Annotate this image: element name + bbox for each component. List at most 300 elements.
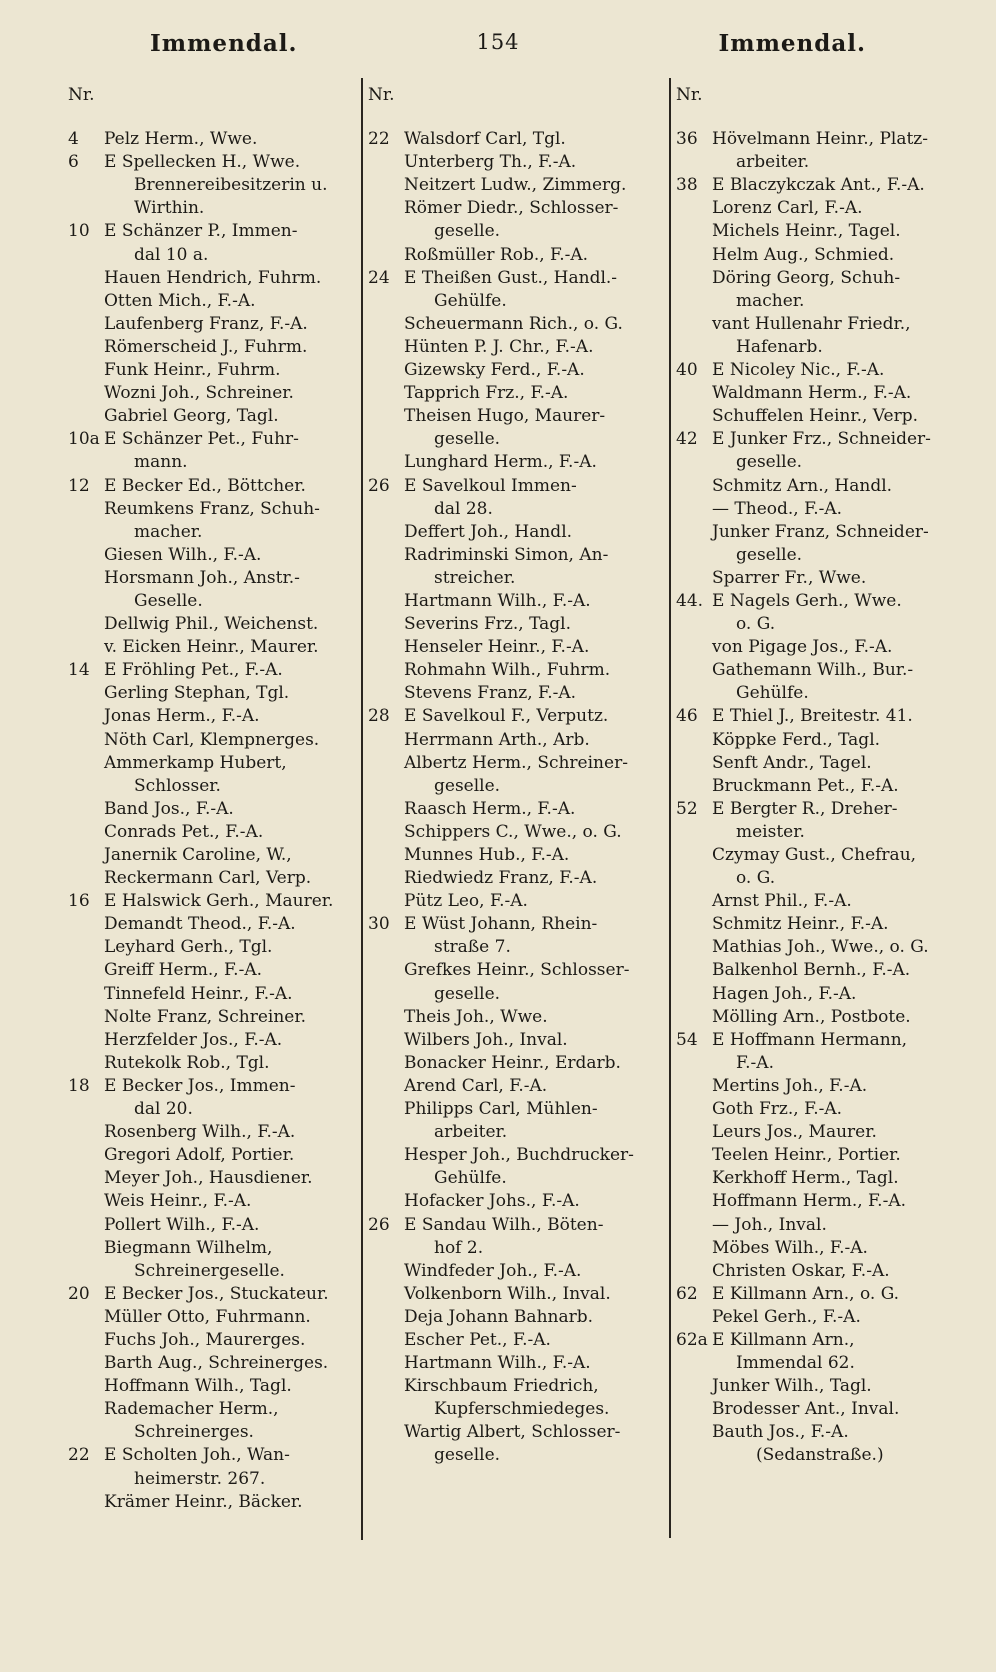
directory-line [68, 1306, 358, 1329]
directory-line [676, 451, 986, 474]
house-number: 22 [68, 1445, 90, 1466]
directory-line [68, 1468, 358, 1491]
directory-line [68, 521, 358, 544]
resident-entry: Radriminski Simon, An- [404, 544, 609, 565]
directory-line [368, 151, 668, 174]
resident-entry: Herzfelder Jos., F.-A. [104, 1029, 283, 1050]
resident-entry: E Fröhling Pet., F.-A. [104, 660, 283, 681]
directory-line [676, 382, 986, 405]
resident-entry: Gabriel Georg, Tagl. [104, 406, 279, 427]
directory-line [676, 1190, 986, 1213]
directory-line [68, 475, 358, 498]
directory-line [68, 1398, 358, 1421]
directory-line [368, 498, 668, 521]
resident-entry: E Theißen Gust., Handl.- [404, 267, 618, 288]
resident-entry: Schlosser. [134, 775, 221, 796]
resident-entry: E Halswick Gerh., Maurer. [104, 891, 334, 912]
directory-line [368, 544, 668, 567]
resident-entry: Deja Johann Bahnarb. [404, 1306, 594, 1327]
directory-line [368, 1029, 668, 1052]
directory-line [68, 1237, 358, 1260]
resident-entry: E Savelkoul Immen- [404, 475, 577, 496]
resident-entry: Gehülfe. [434, 290, 507, 311]
directory-line [368, 1306, 668, 1329]
directory-line [676, 267, 986, 290]
directory-line [68, 775, 358, 798]
resident-entry: Waldmann Herm., F.-A. [712, 383, 912, 404]
resident-entry: Severins Frz., Tagl. [404, 614, 571, 635]
resident-entry: Brodesser Ant., Inval. [712, 1399, 900, 1420]
directory-line [676, 867, 986, 890]
resident-entry: Ammerkamp Hubert, [104, 752, 287, 773]
resident-entry: Krämer Heinr., Bäcker. [104, 1491, 303, 1512]
directory-line [368, 959, 668, 982]
directory-line [68, 1075, 358, 1098]
resident-entry: E Schänzer P., Immen- [104, 221, 298, 242]
resident-entry: Hövelmann Heinr., Platz- [712, 129, 929, 150]
directory-line [368, 775, 668, 798]
resident-entry: geselle. [434, 983, 501, 1004]
resident-entry: macher. [134, 521, 203, 542]
resident-entry: Kerkhoff Herm., Tagl. [712, 1168, 899, 1189]
resident-entry: Kupferschmiedeges. [434, 1399, 610, 1420]
directory-line [676, 798, 986, 821]
resident-entry: Henseler Heinr., F.-A. [404, 637, 590, 658]
resident-entry: Biegmann Wilhelm, [104, 1237, 273, 1258]
resident-entry: Schmitz Heinr., F.-A. [712, 914, 889, 935]
resident-entry: geselle. [736, 452, 803, 473]
resident-entry: Meyer Joh., Hausdiener. [104, 1168, 313, 1189]
directory-line [676, 475, 986, 498]
directory-line [68, 428, 358, 451]
resident-entry: Barth Aug., Schreinerges. [104, 1353, 329, 1374]
resident-entry: Bruckmann Pet., F.-A. [712, 775, 899, 796]
directory-line [676, 890, 986, 913]
resident-entry: Tinnefeld Heinr., F.-A. [104, 983, 293, 1004]
directory-line [368, 913, 668, 936]
directory-line [368, 475, 668, 498]
resident-entry: E Becker Ed., Böttcher. [104, 475, 306, 496]
resident-entry: macher. [736, 290, 805, 311]
resident-entry: E Blaczykczak Ant., F.-A. [712, 175, 925, 196]
directory-line [68, 1144, 358, 1167]
directory-line [676, 1444, 986, 1467]
resident-entry: Wilbers Joh., Inval. [404, 1029, 568, 1050]
resident-entry: Raasch Herm., F.-A. [404, 798, 576, 819]
resident-entry: Horsmann Joh., Anstr.- [104, 567, 300, 588]
resident-entry: Conrads Pet., F.-A. [104, 821, 264, 842]
directory-line [676, 567, 986, 590]
resident-entry: Czymay Gust., Chefrau, [712, 845, 917, 865]
resident-entry: Römer Diedr., Schlosser- [404, 198, 619, 219]
directory-line [676, 1098, 986, 1121]
directory-line [676, 1283, 986, 1306]
directory-line [368, 567, 668, 590]
directory-line [676, 936, 986, 959]
directory-line [68, 197, 358, 220]
resident-entry: arbeiter. [736, 152, 810, 173]
resident-entry: Theisen Hugo, Maurer- [404, 406, 606, 427]
resident-entry: Roßmüller Rob., F.-A. [404, 244, 589, 265]
column-divider [669, 78, 671, 1538]
house-number: 20 [68, 1283, 90, 1304]
resident-entry: Greiff Herm., F.-A. [104, 960, 263, 981]
resident-entry: F.-A. [736, 1052, 774, 1073]
directory-line [676, 1237, 986, 1260]
resident-entry: Arnst Phil., F.-A. [712, 891, 852, 912]
resident-entry: E Thiel J., Breitestr. 41. [712, 706, 913, 727]
resident-entry: Reumkens Franz, Schuh- [104, 498, 320, 519]
resident-entry: Munnes Hub., F.-A. [404, 845, 570, 865]
house-number: 10 [68, 221, 90, 242]
resident-entry: Immendal 62. [736, 1353, 855, 1374]
resident-entry: Schreinergeselle. [134, 1260, 285, 1281]
house-number: 62a [676, 1329, 708, 1350]
directory-line [68, 382, 358, 405]
house-number: 26 [368, 475, 390, 496]
resident-entry: straße 7. [434, 937, 511, 958]
directory-line [676, 128, 986, 151]
directory-line [676, 1167, 986, 1190]
resident-entry: Gizewsky Ferd., F.-A. [404, 360, 585, 381]
directory-line [368, 867, 668, 890]
house-number: 28 [368, 706, 390, 727]
nr-heading: Nr. [68, 85, 95, 105]
nr-heading: Nr. [368, 85, 395, 105]
directory-line [368, 290, 668, 313]
directory-line [368, 244, 668, 267]
house-number: 4 [68, 129, 79, 150]
page-number: 154 [476, 30, 520, 54]
resident-entry: Reckermann Carl, Verp. [104, 868, 312, 889]
directory-line [368, 1190, 668, 1213]
resident-entry: von Pigage Jos., F.-A. [712, 637, 893, 658]
directory-line [68, 1283, 358, 1306]
resident-entry: Michels Heinr., Tagel. [712, 221, 901, 242]
directory-line [368, 636, 668, 659]
directory-line [368, 1283, 668, 1306]
directory-line [368, 983, 668, 1006]
directory-line [368, 798, 668, 821]
resident-entry: Hartmann Wilh., F.-A. [404, 590, 591, 611]
directory-line [676, 636, 986, 659]
resident-entry: Windfeder Joh., F.-A. [404, 1260, 582, 1281]
directory-line [68, 913, 358, 936]
resident-entry: E Becker Jos., Immen- [104, 1075, 296, 1096]
resident-entry: Neitzert Ludw., Zimmerg. [404, 175, 627, 196]
resident-entry: geselle. [434, 775, 501, 796]
resident-entry: Hofacker Johs., F.-A. [404, 1191, 580, 1212]
resident-entry: mann. [134, 452, 188, 473]
directory-line [368, 267, 668, 290]
resident-entry: Stevens Franz, F.-A. [404, 683, 577, 704]
directory-line [68, 220, 358, 243]
resident-entry: Hafenarb. [736, 336, 823, 357]
house-number: 14 [68, 660, 90, 681]
directory-line [676, 913, 986, 936]
resident-entry: Mathias Joh., Wwe., o. G. [712, 937, 929, 958]
resident-entry: geselle. [434, 221, 501, 242]
directory-line [676, 1306, 986, 1329]
directory-line [368, 382, 668, 405]
directory-line [68, 1190, 358, 1213]
house-number: 10a [68, 429, 100, 450]
resident-entry: Hesper Joh., Buchdrucker- [404, 1145, 634, 1166]
column-1 [68, 84, 358, 1514]
directory-line [368, 659, 668, 682]
resident-entry: E Killmann Arn., [712, 1329, 855, 1350]
directory-line [368, 729, 668, 752]
directory-line [368, 336, 668, 359]
directory-line [368, 1398, 668, 1421]
directory-line [68, 1329, 358, 1352]
directory-line [368, 1444, 668, 1467]
directory-line [368, 936, 668, 959]
resident-entry: Janernik Caroline, W., [104, 845, 292, 865]
directory-line [68, 1006, 358, 1029]
directory-line [676, 590, 986, 613]
resident-entry: Tapprich Frz., F.-A. [404, 383, 569, 404]
directory-line [368, 1329, 668, 1352]
resident-entry: Jonas Herm., F.-A. [104, 706, 260, 727]
resident-entry: Bonacker Heinr., Erdarb. [404, 1052, 621, 1073]
directory-line [676, 659, 986, 682]
resident-entry: geselle. [736, 544, 803, 565]
directory-line [68, 1352, 358, 1375]
house-number: 18 [68, 1075, 90, 1096]
resident-entry: E Hoffmann Hermann, [712, 1029, 908, 1050]
resident-entry: Pelz Herm., Wwe. [104, 129, 258, 150]
directory-line [68, 1052, 358, 1075]
resident-entry: Brennereibesitzerin u. [134, 175, 328, 196]
directory-line [368, 128, 668, 151]
resident-entry: Hoffmann Herm., F.-A. [712, 1191, 907, 1212]
directory-line [368, 1214, 668, 1237]
resident-entry: Gehülfe. [434, 1168, 507, 1189]
resident-entry: Wirthin. [134, 198, 205, 219]
resident-entry: Rosenberg Wilh., F.-A. [104, 1122, 296, 1143]
resident-entry: Gregori Adolf, Portier. [104, 1145, 295, 1166]
directory-line [68, 544, 358, 567]
directory-line [676, 151, 986, 174]
resident-entry: Demandt Theod., F.-A. [104, 914, 296, 935]
directory-line [68, 244, 358, 267]
directory-line [676, 844, 986, 867]
resident-entry: E Savelkoul F., Verputz. [404, 706, 609, 727]
directory-line [368, 1121, 668, 1144]
resident-entry: Otten Mich., F.-A. [104, 290, 256, 311]
directory-line [676, 405, 986, 428]
directory-line [676, 290, 986, 313]
directory-line [68, 844, 358, 867]
directory-line [676, 1006, 986, 1029]
directory-line [68, 359, 358, 382]
house-number: 46 [676, 706, 698, 727]
resident-entry: Nolte Franz, Schreiner. [104, 1006, 307, 1027]
directory-line [676, 1121, 986, 1144]
directory-line [68, 636, 358, 659]
directory-line [368, 405, 668, 428]
resident-entry: Volkenborn Wilh., Inval. [404, 1283, 611, 1304]
directory-line [68, 983, 358, 1006]
resident-entry: E Junker Frz., Schneider- [712, 429, 931, 450]
resident-entry: E Schänzer Pet., Fuhr- [104, 429, 299, 450]
resident-entry: Mertins Joh., F.-A. [712, 1075, 868, 1096]
directory-line [368, 1075, 668, 1098]
directory-line [68, 290, 358, 313]
directory-line [68, 174, 358, 197]
directory-line [68, 336, 358, 359]
resident-entry: Albertz Herm., Schreiner- [404, 752, 628, 773]
resident-entry: Leyhard Gerh., Tgl. [104, 937, 273, 958]
resident-entry: Herrmann Arth., Arb. [404, 729, 590, 750]
resident-entry: o. G. [736, 614, 776, 635]
directory-line [368, 313, 668, 336]
column-2 [368, 84, 668, 1468]
directory-line [68, 1029, 358, 1052]
directory-line [368, 1144, 668, 1167]
directory-line [68, 1491, 358, 1514]
resident-entry: Leurs Jos., Maurer. [712, 1122, 877, 1143]
resident-entry: E Becker Jos., Stuckateur. [104, 1283, 329, 1304]
directory-line [368, 521, 668, 544]
house-number: 30 [368, 914, 390, 935]
resident-entry: Dellwig Phil., Weichenst. [104, 614, 319, 635]
resident-entry: Helm Aug., Schmied. [712, 244, 895, 265]
directory-line [68, 821, 358, 844]
house-number: 54 [676, 1029, 698, 1050]
directory-line [676, 1398, 986, 1421]
resident-entry: E Nagels Gerh., Wwe. [712, 590, 902, 611]
resident-entry: geselle. [434, 429, 501, 450]
nr-heading: Nr. [676, 85, 703, 105]
resident-entry: — Theod., F.-A. [712, 498, 843, 519]
directory-line [368, 220, 668, 243]
directory-line [68, 959, 358, 982]
directory-line [368, 1006, 668, 1029]
directory-line [68, 705, 358, 728]
resident-entry: Pekel Gerh., F.-A. [712, 1306, 861, 1327]
resident-entry: (Sedanstraße.) [756, 1445, 884, 1466]
directory-line [676, 1144, 986, 1167]
directory-line [68, 890, 358, 913]
resident-entry: Hartmann Wilh., F.-A. [404, 1353, 591, 1374]
resident-entry: Müller Otto, Fuhrmann. [104, 1306, 311, 1327]
resident-entry: Wartig Albert, Schlosser- [404, 1422, 621, 1443]
running-head-left: Immendal. [150, 30, 298, 57]
resident-entry: Grefkes Heinr., Schlosser- [404, 960, 630, 981]
directory-line [68, 867, 358, 890]
directory-line [68, 151, 358, 174]
directory-line [676, 613, 986, 636]
resident-entry: Köppke Ferd., Tagl. [712, 729, 881, 750]
resident-entry: Kirschbaum Friedrich, [404, 1376, 599, 1397]
directory-line [368, 590, 668, 613]
resident-entry: E Wüst Johann, Rhein- [404, 914, 598, 935]
house-number: 22 [368, 129, 390, 150]
directory-line [676, 1421, 986, 1444]
resident-entry: — Joh., Inval. [712, 1214, 827, 1235]
directory-line [68, 1098, 358, 1121]
resident-entry: E Killmann Arn., o. G. [712, 1283, 900, 1304]
directory-line [676, 244, 986, 267]
directory-line [368, 197, 668, 220]
directory-line [676, 983, 986, 1006]
resident-entry: Theis Joh., Wwe. [404, 1006, 548, 1027]
resident-entry: Mölling Arn., Postbote. [712, 1006, 911, 1027]
directory-line [676, 521, 986, 544]
directory-line [676, 359, 986, 382]
resident-entry: E Nicoley Nic., F.-A. [712, 360, 885, 381]
directory-line [68, 128, 358, 151]
resident-entry: Lorenz Carl, F.-A. [712, 198, 863, 219]
directory-line [68, 451, 358, 474]
directory-line [368, 359, 668, 382]
resident-entry: Riedwiedz Franz, F.-A. [404, 868, 598, 889]
resident-entry: Lunghard Herm., F.-A. [404, 452, 597, 473]
resident-entry: dal 28. [434, 498, 493, 519]
directory-line [368, 1052, 668, 1075]
directory-line [68, 682, 358, 705]
resident-entry: Rohmahn Wilh., Fuhrm. [404, 660, 611, 681]
house-number: 40 [676, 360, 698, 381]
resident-entry: Schippers C., Wwe., o. G. [404, 821, 622, 842]
resident-entry: Scheuermann Rich., o. G. [404, 313, 623, 334]
resident-entry: Funk Heinr., Fuhrm. [104, 360, 281, 381]
house-number: 38 [676, 175, 698, 196]
directory-line [676, 729, 986, 752]
resident-entry: Hauen Hendrich, Fuhrm. [104, 267, 322, 288]
directory-line [676, 336, 986, 359]
directory-line [676, 1329, 986, 1352]
directory-line [68, 1167, 358, 1190]
running-head-right: Immendal. [718, 30, 866, 57]
resident-entry: Gesellе. [134, 590, 203, 611]
directory-line [368, 1375, 668, 1398]
directory-line [68, 798, 358, 821]
resident-entry: v. Eicken Heinr., Maurer. [104, 637, 319, 658]
resident-entry: Escher Pet., F.-A. [404, 1329, 551, 1350]
resident-entry: Schuffelen Heinr., Verp. [712, 406, 918, 427]
resident-entry: Band Jos., F.-A. [104, 798, 234, 819]
directory-line [368, 451, 668, 474]
directory-line [368, 705, 668, 728]
house-number: 44. [676, 590, 704, 611]
directory-line [68, 567, 358, 590]
resident-entry: Gehülfe. [736, 683, 809, 704]
directory-line [676, 1075, 986, 1098]
directory-line [368, 844, 668, 867]
directory-line [676, 775, 986, 798]
resident-entry: o. G. [736, 868, 776, 889]
directory-line [676, 1052, 986, 1075]
house-number: 24 [368, 267, 390, 288]
directory-line [676, 959, 986, 982]
resident-entry: Junker Franz, Schneider- [712, 521, 929, 542]
directory-line [368, 1352, 668, 1375]
resident-entry: E Scholten Joh., Wan- [104, 1445, 290, 1466]
directory-line [676, 174, 986, 197]
directory-line [68, 659, 358, 682]
house-number: 42 [676, 429, 698, 450]
directory-line [368, 428, 668, 451]
directory-line [676, 428, 986, 451]
column-divider [361, 78, 363, 1540]
directory-line [68, 1444, 358, 1467]
resident-entry: Unterberg Th., F.-A. [404, 152, 577, 173]
resident-entry: Balkenhol Bernh., F.-A. [712, 960, 911, 981]
resident-entry: Döring Georg, Schuh- [712, 267, 901, 288]
